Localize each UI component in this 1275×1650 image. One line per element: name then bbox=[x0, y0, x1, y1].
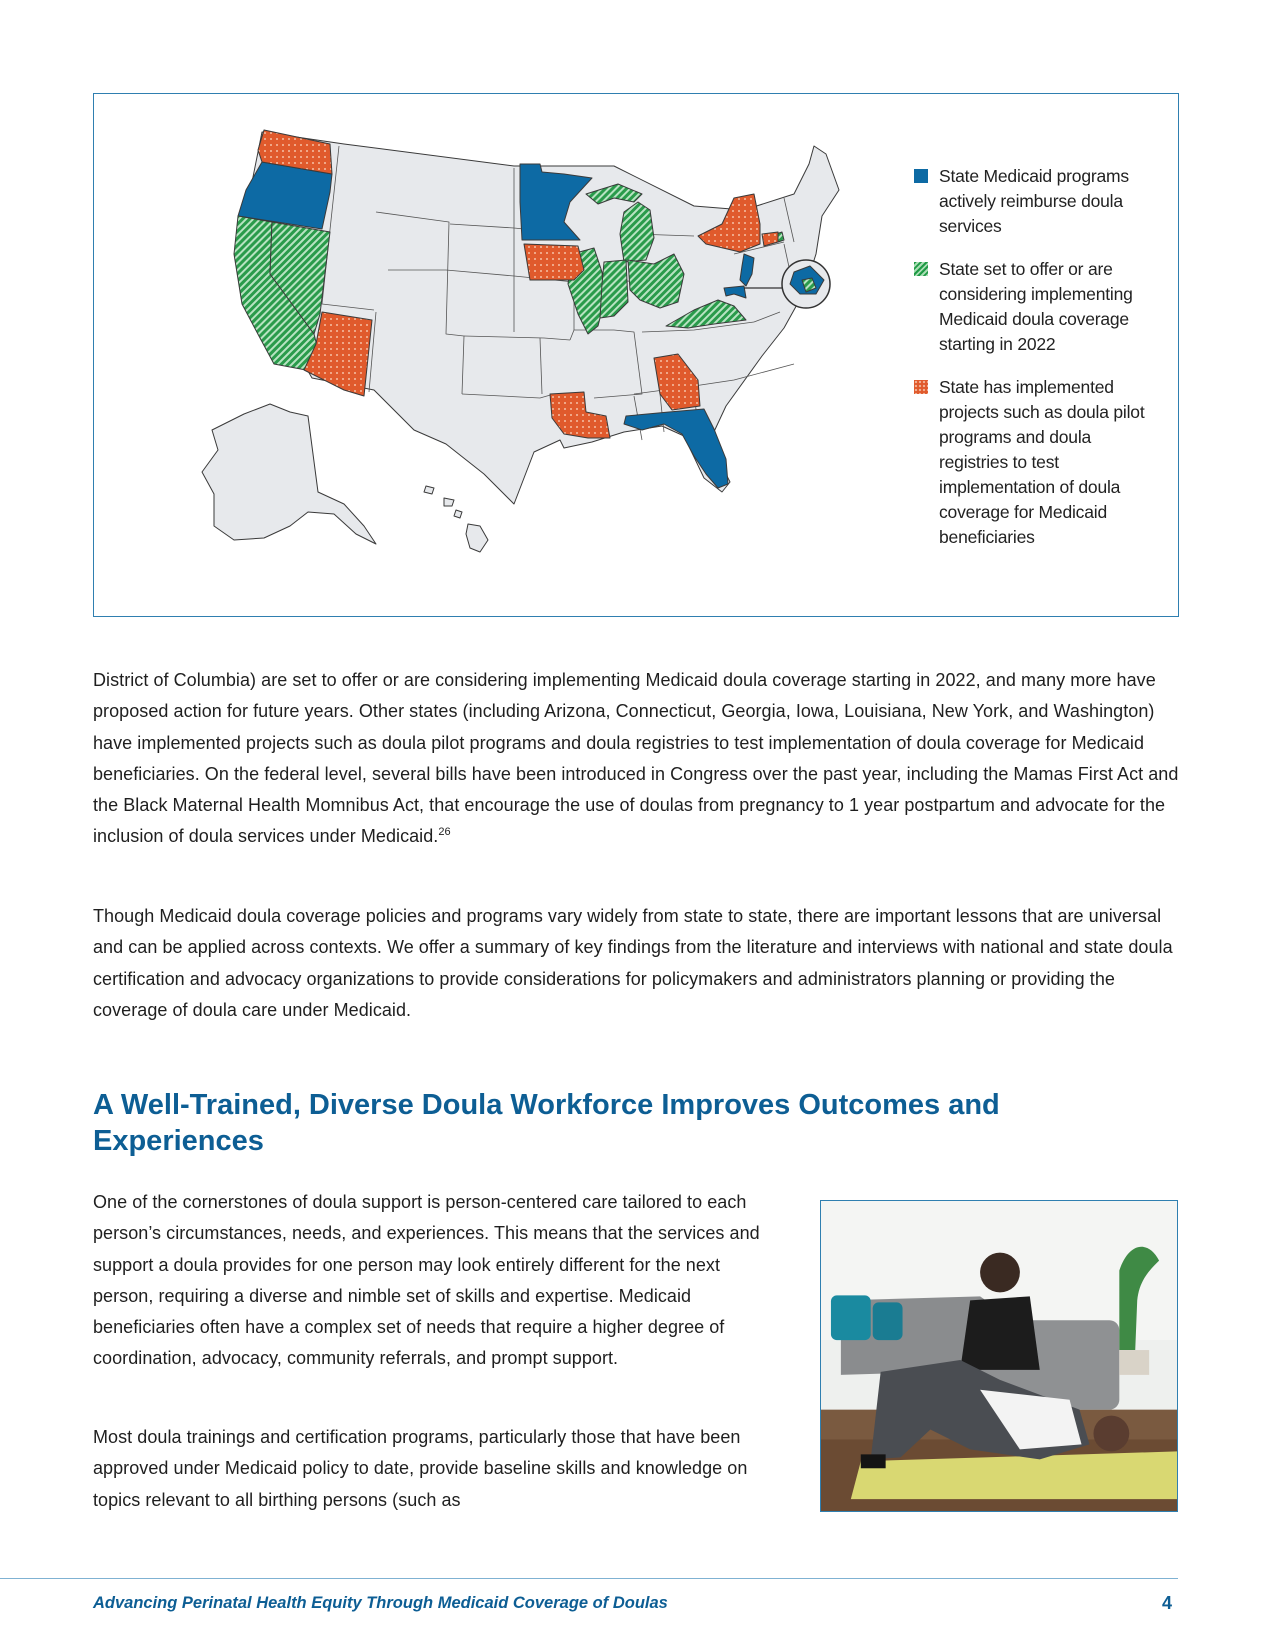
legend-item-pilot bbox=[914, 375, 1154, 550]
paragraph-trainings: Most doula trainings and certification programs, particularly those that have been approved under Medicaid policy to date, provide baseline skills and knowledge on topics relevant to all birthing persons (such as bbox=[93, 1427, 748, 1510]
legend-item-reimburse bbox=[914, 164, 1154, 239]
footnote-ref: 26 bbox=[438, 826, 451, 839]
legend-swatch-green bbox=[914, 262, 928, 276]
legend-label: State has implemented projects such as doula pilot programs and doula registries to test implementation of doula coverage for Medicaid beneficiaries bbox=[939, 377, 1145, 547]
us-map-figure bbox=[93, 93, 1179, 617]
legend-item-considering bbox=[914, 257, 1154, 357]
legend-label: State Medicaid programs actively reimburse doula services bbox=[939, 166, 1129, 236]
paragraph-text: District of Columbia) are set to offer or are considering implementing Medicaid doula coverage starting in 2022, and many more have proposed action for future years. Other states (including Arizona, Connecticut, Georgia, Iowa, Louisiana, New York, and Washington) have implemented projects such as doula pilot programs and doula registries to test implementation of doula coverage for Medicaid beneficiaries. On the federal level, several bills have been introduced in Congress over the past year, including the Mamas First Act and the Black Maternal Health Momnibus Act, that encourage the use of doulas from pregnancy to 1 year postpartum and advocate for the inclusion of doula services under Medicaid. bbox=[93, 670, 1179, 847]
photo-illustration bbox=[821, 1201, 1177, 1511]
legend-label: State set to offer or are considering implementing Medicaid doula coverage starting in 2022 bbox=[939, 259, 1133, 354]
map-legend bbox=[914, 164, 1154, 568]
state-iowa bbox=[524, 244, 584, 280]
section-title: A Well-Trained, Diverse Doula Workforce Improves Outcomes and Experiences bbox=[93, 1089, 1000, 1157]
state-michigan bbox=[620, 202, 654, 262]
footer-title: Advancing Perinatal Health Equity Through Medicaid Coverage of Doulas bbox=[93, 1594, 668, 1612]
paragraph-coverage-status bbox=[93, 665, 1183, 853]
doula-photo bbox=[820, 1200, 1178, 1512]
footer-divider bbox=[0, 1578, 1178, 1579]
state-hawaii bbox=[466, 524, 488, 552]
paragraph-person-centered: One of the cornerstones of doula support is person-centered care tailored to each person’s circumstances, needs, and experiences. This means that the services and support a doula provides for one person may look entirely different for the next person, requiring a diverse and nimble set of skills and expertise. Medicaid beneficiaries often have a complex set of needs that require a higher degree of coordination, advocacy, community referrals, and prompt support. bbox=[93, 1192, 760, 1369]
state-alaska bbox=[202, 404, 376, 544]
legend-swatch-orange bbox=[914, 380, 928, 394]
legend-swatch-blue bbox=[914, 169, 928, 183]
paragraph-lessons: Though Medicaid doula coverage policies and programs vary widely from state to state, there are important lessons that are universal and can be applied across contexts. We offer a summary of key findings from the literature and interviews with national and state doula certification and advocacy organizations to provide considerations for policymakers and administrators planning or providing the coverage of doula care under Medicaid. bbox=[93, 906, 1173, 1020]
page-number: 4 bbox=[1162, 1593, 1173, 1613]
hawaii-islands bbox=[424, 486, 462, 518]
